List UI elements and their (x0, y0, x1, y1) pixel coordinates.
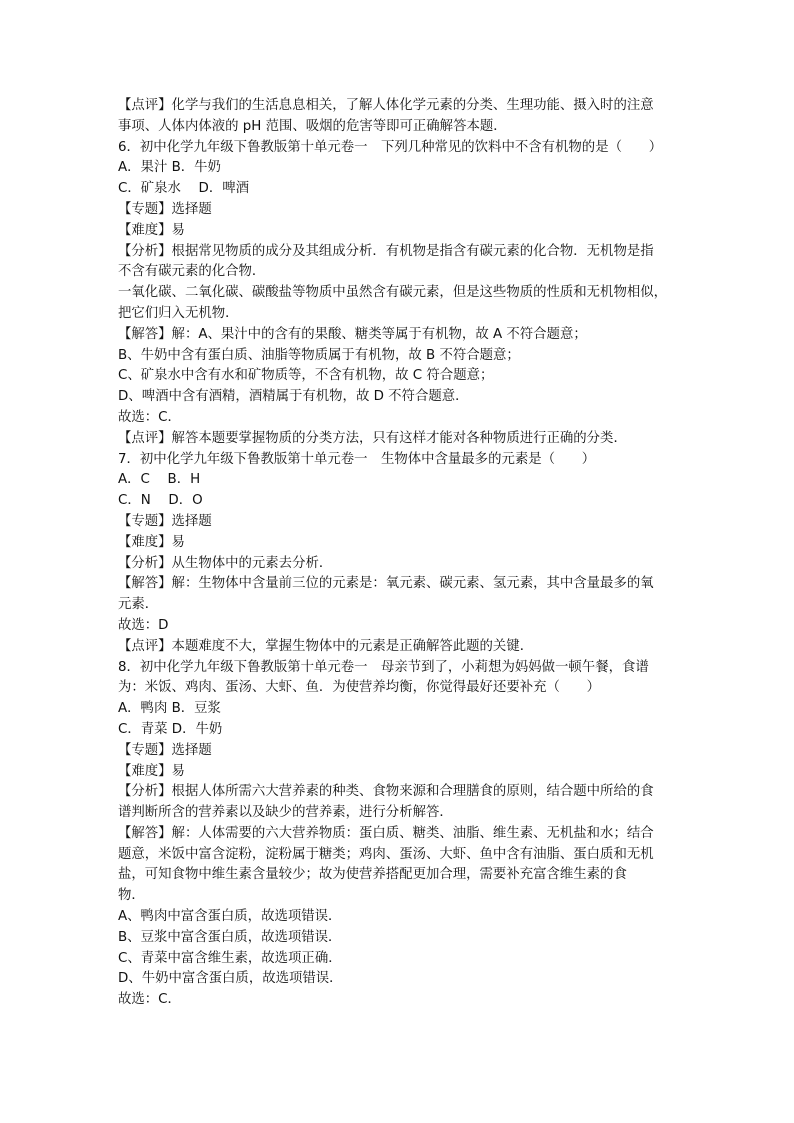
solution-text: B、豆浆中富含蛋白质，故选项错误． (118, 929, 342, 945)
difficulty-label: 【难度】易 (118, 534, 185, 550)
comment-text: 【点评】解答本题要掌握物质的分类方法，只有这样才能对各种物质进行正确的分类． (118, 430, 627, 446)
topic-label: 【专题】选择题 (118, 513, 212, 529)
text-line: 【点评】化学与我们的生活息息相关，了解人体化学元素的分类、生理功能、摄入时的注意 (118, 98, 654, 113)
solution-text: B、牛奶中含有蛋白质、油脂等物质属于有机物，故 B 不符合题意； (118, 347, 520, 363)
answer-text: 故选：C． (118, 992, 181, 1008)
answer-text: 故选：D (118, 617, 169, 633)
solution-text: 【解答】解：人体需要的六大营养物质：蛋白质、糖类、油脂、维生素、无机盐和水；结合 (118, 825, 654, 841)
solution-text: 元素． (118, 597, 159, 613)
analysis-text: 把它们归入无机物． (118, 305, 239, 321)
analysis-text: 【分析】根据人体所需六大营养素的种类、食物来源和合理膳食的原则，结合题中所给的食 (118, 784, 654, 800)
solution-text: C、青菜中富含维生素，故选项正确． (118, 950, 342, 966)
document-page (118, 96, 678, 1011)
solution-text: D、牛奶中富含蛋白质，故选项错误． (118, 971, 343, 987)
solution-text: 物． (118, 888, 145, 904)
question-7-stem: 7．初中化学九年级下鲁教版第十单元卷一 生物体中含量最多的元素是（ ） (118, 451, 596, 467)
question-8-stem: 为：米饭、鸡肉、蛋汤、大虾、鱼．为使营养均衡，你觉得最好还要补充（ ） (118, 680, 601, 696)
question-7-options-cd: C．N D．O (118, 493, 203, 509)
question-7-options-ab: A．C B．H (118, 472, 201, 488)
solution-text: 【解答】解：A、果汁中的含有的果酸、糖类等属于有机物，故 A 不符合题意； (118, 326, 587, 342)
question-6-options-cd: C．矿泉水 D．啤酒 (118, 181, 250, 197)
question-8-stem: 8．初中化学九年级下鲁教版第十单元卷一 母亲节到了，小莉想为妈妈做一顿午餐，食谱 (118, 659, 649, 675)
solution-text: D、啤酒中含有酒精，酒精属于有机物，故 D 不符合题意． (118, 389, 469, 405)
solution-text: 【解答】解：生物体中含量前三位的元素是：氧元素、碳元素、氢元素，其中含量最多的氧 (118, 576, 654, 592)
difficulty-label: 【难度】易 (118, 763, 185, 779)
answer-text: 故选：C． (118, 409, 181, 425)
analysis-text: 不含有碳元素的化合物． (118, 264, 266, 280)
analysis-text: 谱判断所含的营养素以及缺少的营养素，进行分析解答． (118, 805, 453, 821)
topic-label: 【专题】选择题 (118, 201, 212, 217)
analysis-text: 一氧化碳、二氧化碳、碳酸盐等物质中虽然含有碳元素，但是这些物质的性质和无机物相似， (118, 285, 668, 301)
topic-label: 【专题】选择题 (118, 742, 212, 758)
question-8-options-ab: A．鸭肉 B．豆浆 (118, 701, 221, 717)
analysis-text: 【分析】从生物体中的元素去分析． (118, 555, 333, 571)
question-6-options-ab: A．果汁 B．牛奶 (118, 160, 221, 176)
difficulty-label: 【难度】易 (118, 222, 185, 238)
solution-text: A、鸭肉中富含蛋白质，故选项错误． (118, 909, 342, 925)
comment-text: 【点评】本题难度不大，掌握生物体中的元素是正确解答此题的关键． (118, 638, 534, 654)
question-8-options-cd: C．青菜 D．牛奶 (118, 721, 223, 737)
solution-text: 盐，可知食物中维生素含量较少；故为使营养搭配更加合理，需要补充富含维生素的食 (118, 867, 627, 883)
text-line: 事项、人体内体液的 pH 范围、吸烟的危害等即可正确解答本题． (118, 118, 507, 134)
question-6-stem: 6．初中化学九年级下鲁教版第十单元卷一 下列几种常见的饮料中不含有机物的是（ ） (118, 139, 663, 155)
solution-text: C、矿泉水中含有水和矿物质等，不含有机物，故 C 符合题意； (118, 368, 494, 384)
analysis-text: 【分析】根据常见物质的成分及其组成分析．有机物是指含有碳元素的化合物．无机物是指 (118, 243, 654, 259)
solution-text: 题意，米饭中富含淀粉，淀粉属于糖类；鸡肉、蛋汤、大虾、鱼中含有油脂、蛋白质和无机 (118, 846, 654, 862)
